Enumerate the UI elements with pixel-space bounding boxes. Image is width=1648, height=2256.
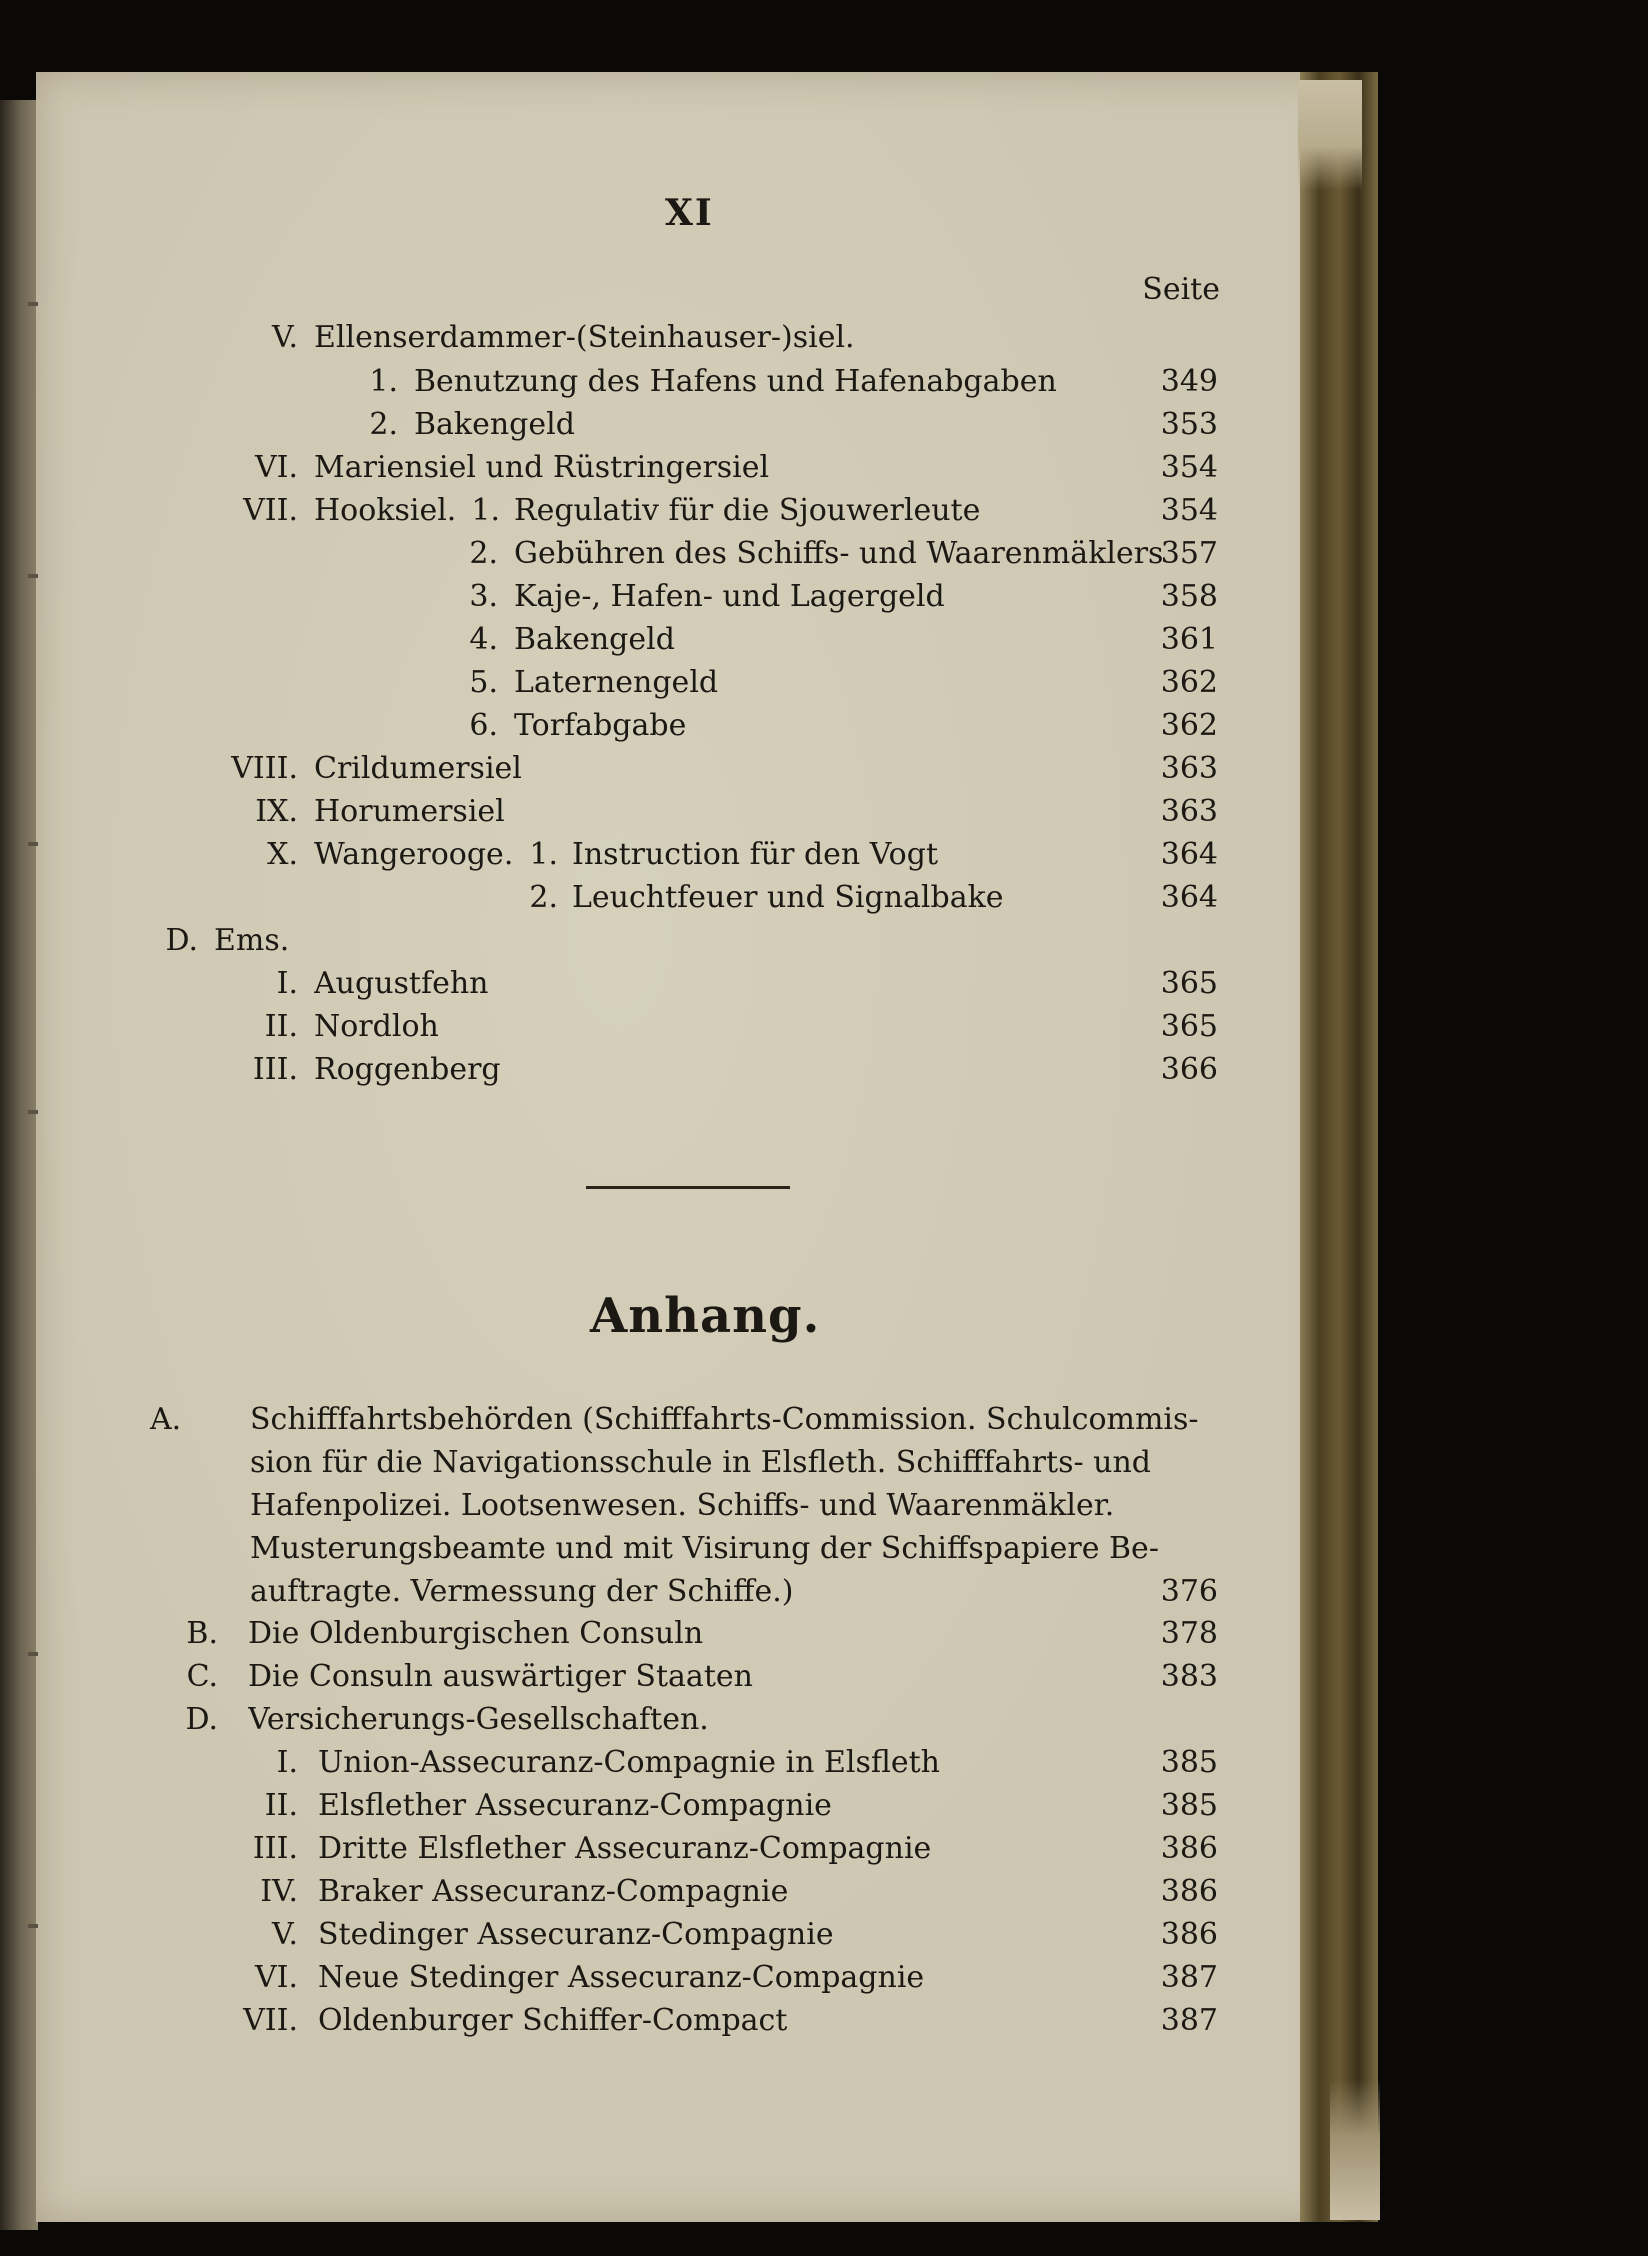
- toc-entry-title: Bakengeld: [514, 622, 675, 657]
- toc-entry-number: 5.: [469, 665, 498, 700]
- page-reference: 364: [1160, 880, 1218, 915]
- dot-leader: [515, 1050, 1156, 1090]
- dot-leader: [1018, 878, 1156, 918]
- section-divider: [586, 1186, 790, 1189]
- appendix-paragraph-line: Schifffahrtsbehörden (Schifffahrts-Commission. Schulcommis-: [250, 1402, 1199, 1437]
- spine-wear-top: [1298, 80, 1362, 190]
- page-reference: 387: [1160, 1960, 1218, 1995]
- page-reference: 362: [1160, 708, 1218, 743]
- appendix-paragraph-line: sion für die Navigationsschule in Elsfleth. Schifffahrts- und: [250, 1445, 1151, 1480]
- appendix-row: [0, 1743, 1648, 1783]
- appendix-paragraph-line: Musterungsbeamte und mit Visirung der Schiffspapiere Be-: [250, 1531, 1159, 1566]
- toc-row: [0, 577, 1648, 617]
- dot-leader: [848, 1915, 1156, 1955]
- page-reference: 354: [1160, 493, 1218, 528]
- appendix-heading: Anhang.: [590, 1288, 821, 1344]
- toc-row: [0, 835, 1648, 875]
- dot-leader: [783, 448, 1156, 488]
- appendix-entry-title: Die Oldenburgischen Consuln: [248, 1616, 704, 1651]
- appendix-entry-title: Stedinger Assecuranz-Compagnie: [318, 1917, 834, 1952]
- appendix-entry-title: Die Consuln auswärtiger Staaten: [248, 1659, 753, 1694]
- page-reference: 361: [1160, 622, 1218, 657]
- appendix-row: [0, 1829, 1648, 1869]
- appendix-entry-number: B.: [186, 1616, 218, 1651]
- toc-row: [0, 362, 1648, 402]
- page-reference: 383: [1160, 1659, 1218, 1694]
- toc-entry-number: D.: [165, 923, 198, 958]
- appendix-entry-title: Versicherungs-Gesellschaften.: [248, 1702, 709, 1737]
- page-reference: 378: [1160, 1616, 1218, 1651]
- toc-entry-number: X.: [267, 837, 298, 872]
- dot-leader: [801, 2001, 1156, 2041]
- dot-leader: [589, 405, 1156, 445]
- edge-mark: [28, 1110, 38, 1114]
- toc-entry-number: 4.: [469, 622, 498, 657]
- toc-row: [0, 1007, 1648, 1047]
- edge-mark: [28, 302, 38, 306]
- toc-row: [0, 1050, 1648, 1090]
- dot-leader: [994, 491, 1156, 531]
- page-number-header: XI: [665, 192, 714, 234]
- appendix-row: [0, 1915, 1648, 1955]
- toc-entry-number: 2.: [469, 536, 498, 571]
- page-reference: 386: [1160, 1831, 1218, 1866]
- toc-entry-number: II.: [264, 1009, 298, 1044]
- appendix-entry-number: C.: [186, 1659, 218, 1694]
- page-reference: 362: [1160, 665, 1218, 700]
- appendix-row: [0, 1872, 1648, 1912]
- dot-leader: [1071, 362, 1156, 402]
- dot-leader: [717, 1614, 1156, 1654]
- toc-entry-title: Laternengeld: [514, 665, 719, 700]
- toc-entry-title: Mariensiel und Rüstringersiel: [314, 450, 770, 485]
- toc-row: [0, 448, 1648, 488]
- dot-leader: [700, 706, 1156, 746]
- page-reference: 365: [1160, 1009, 1218, 1044]
- appendix-entry-title: Elsflether Assecuranz-Compagnie: [318, 1788, 832, 1823]
- page-reference: 364: [1160, 837, 1218, 872]
- toc-row: [0, 663, 1648, 703]
- toc-entry-title: Torfabgabe: [514, 708, 687, 743]
- toc-entry-number: V.: [272, 320, 298, 355]
- page-reference: 376: [1160, 1574, 1218, 1609]
- toc-row: [0, 620, 1648, 660]
- toc-entry-number: 2.: [369, 407, 398, 442]
- toc-row: [0, 878, 1648, 918]
- page-reference: 386: [1160, 1874, 1218, 1909]
- toc-entry-number: I.: [276, 966, 298, 1001]
- toc-row: [0, 921, 1648, 961]
- dot-leader: [945, 1829, 1156, 1869]
- toc-subentry-title: Regulativ für die Sjouwerleute: [514, 493, 981, 528]
- toc-subentry-number: 1.: [529, 837, 558, 872]
- appendix-entry-number: D.: [185, 1702, 218, 1737]
- toc-row: [0, 491, 1648, 531]
- toc-subentry-number: 1.: [471, 493, 500, 528]
- appendix-row: [0, 1958, 1648, 1998]
- toc-entry-title: Hooksiel.: [314, 493, 457, 528]
- toc-row: [0, 964, 1648, 1004]
- spine-wear-bottom: [1330, 2080, 1380, 2220]
- appendix-row: [0, 2001, 1648, 2041]
- toc-entry-title: Horumersiel: [314, 794, 505, 829]
- appendix-entry-number: II.: [264, 1788, 298, 1823]
- toc-row: [0, 706, 1648, 746]
- toc-entry-number: 3.: [469, 579, 498, 614]
- dot-leader: [954, 1743, 1156, 1783]
- toc-entry-title: Leuchtfeuer und Signalbake: [572, 880, 1004, 915]
- toc-row: [0, 749, 1648, 789]
- page-reference: 358: [1160, 579, 1218, 614]
- toc-entry-title: Kaje-, Hafen- und Lagergeld: [514, 579, 945, 614]
- dot-leader: [453, 1007, 1156, 1047]
- appendix-row: [0, 1786, 1648, 1826]
- toc-entry-number: 1.: [369, 364, 398, 399]
- dot-leader: [807, 1572, 1156, 1612]
- appendix-row: [0, 1657, 1648, 1697]
- appendix-entry-number: A.: [150, 1402, 182, 1437]
- page-reference: 386: [1160, 1917, 1218, 1952]
- toc-entry-title: Crildumersiel: [314, 751, 522, 786]
- page-reference: 385: [1160, 1745, 1218, 1780]
- toc-entry-title: Ellenserdammer-(Steinhauser-)siel.: [314, 320, 855, 355]
- page-column-label: Seite: [1142, 272, 1220, 307]
- appendix-entry-title: Dritte Elsflether Assecuranz-Compagnie: [318, 1831, 932, 1866]
- page-reference: 363: [1160, 751, 1218, 786]
- toc-entry-title: Augustfehn: [314, 966, 489, 1001]
- dot-leader: [802, 1872, 1156, 1912]
- toc-entry-title: Ems.: [214, 923, 290, 958]
- page-reference: 385: [1160, 1788, 1218, 1823]
- dot-leader: [732, 663, 1156, 703]
- toc-entry-number: 6.: [469, 708, 498, 743]
- toc-entry-number: 2.: [529, 880, 558, 915]
- dot-leader: [502, 964, 1156, 1004]
- toc-entry-number: VII.: [243, 493, 298, 528]
- toc-entry-title: Benutzung des Hafens und Hafenabgaben: [414, 364, 1057, 399]
- dot-leader: [519, 792, 1156, 832]
- toc-row: [0, 534, 1648, 574]
- page-reference: 353: [1160, 407, 1218, 442]
- appendix-entry-number: I.: [276, 1745, 298, 1780]
- toc-entry-title: Bakengeld: [414, 407, 575, 442]
- page-reference: 387: [1160, 2003, 1218, 2038]
- page-reference: 365: [1160, 966, 1218, 1001]
- toc-entry-title: Wangerooge.: [314, 837, 514, 872]
- toc-row: [0, 405, 1648, 445]
- dot-leader: [767, 1657, 1156, 1697]
- appendix-entry-number: V.: [272, 1917, 298, 1952]
- appendix-paragraph-line: auftragte. Vermessung der Schiffe.): [250, 1574, 794, 1609]
- appendix-entry-number: VII.: [243, 2003, 298, 2038]
- page-reference: 366: [1160, 1052, 1218, 1087]
- appendix-entry-title: Braker Assecuranz-Compagnie: [318, 1874, 789, 1909]
- appendix-entry-title: Neue Stedinger Assecuranz-Compagnie: [318, 1960, 925, 1995]
- toc-subentry-title: Instruction für den Vogt: [572, 837, 939, 872]
- appendix-entry-title: Oldenburger Schiffer-Compact: [318, 2003, 788, 2038]
- toc-entry-title: Roggenberg: [314, 1052, 501, 1087]
- appendix-entry-title: Union-Assecuranz-Compagnie in Elsfleth: [318, 1745, 940, 1780]
- toc-entry-number: IX.: [255, 794, 298, 829]
- appendix-entry-number: III.: [252, 1831, 298, 1866]
- toc-entry-number: VIII.: [231, 751, 298, 786]
- appendix-entry-number: IV.: [260, 1874, 298, 1909]
- page-reference: 357: [1160, 536, 1218, 571]
- dot-leader: [959, 577, 1156, 617]
- page-reference: 363: [1160, 794, 1218, 829]
- toc-entry-title: Nordloh: [314, 1009, 439, 1044]
- toc-row: [0, 318, 1648, 358]
- appendix-entry-number: VI.: [254, 1960, 298, 1995]
- toc-row: [0, 792, 1648, 832]
- toc-entry-number: III.: [252, 1052, 298, 1087]
- dot-leader: [536, 749, 1156, 789]
- dot-leader: [689, 620, 1156, 660]
- appendix-row: [0, 1700, 1648, 1740]
- dot-leader: [952, 835, 1156, 875]
- appendix-row: [0, 1614, 1648, 1654]
- toc-entry-title: Gebühren des Schiffs- und Waarenmäklers: [514, 536, 1164, 571]
- toc-entry-number: VI.: [254, 450, 298, 485]
- page-reference: 349: [1160, 364, 1218, 399]
- page-reference: 354: [1160, 450, 1218, 485]
- appendix-paragraph-line: Hafenpolizei. Lootsenwesen. Schiffs- und Waarenmäkler.: [250, 1488, 1115, 1523]
- dot-leader: [846, 1786, 1156, 1826]
- dot-leader: [938, 1958, 1156, 1998]
